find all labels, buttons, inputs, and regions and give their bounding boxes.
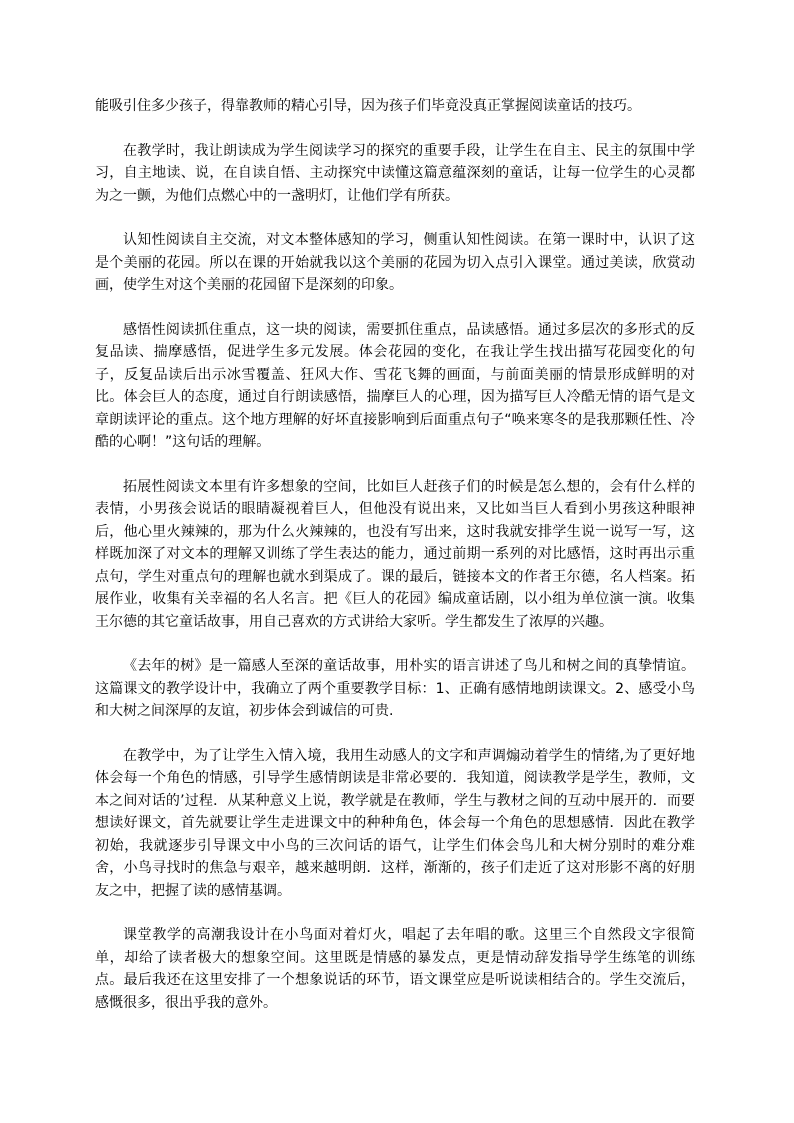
paragraph-extended-reading: 拓展性阅读文本里有许多想象的空间，比如巨人赶孩子们的时候是怎么想的，会有什么样的表情，小男孩会说话的眼睛凝视着巨人，但他没有说出来，又比如当巨人看到小男孩这种眼神后，他心里火辣辣的，那为什么火辣辣的，也没有写出来，这时我就安排学生说一说写一写，这样既加深了对文本的理解又训练了学生表达的能力，通过前期一系列的对比感悟，这时再出示重点句，学生对重点句的理解也就水到渠成了。课的最后，链接本文的作者王尔德，名人档案。拓展作业，收集有关幸福的名人名言。把《巨人的花园》编成童话剧，以小组为单位演一演。收集王尔德的其它童话故事，用自己喜欢的方式讲给大家听。学生都发生了浓厚的兴趣。: [95, 478, 695, 630]
paragraph-classroom-climax: 课堂教学的高潮我设计在小鸟面对着灯火，唱起了去年唱的歌。这里三个自然段文字很简单，却给了读者极大的想象空间。这里既是情感的暴发点，更是情动辞发指导学生练笔的训练点。最后我还在这里安排了一个想象说话的环节，语文课堂应是听说读相结合的。学生交流后，感慨很多，很出乎我的意外。: [95, 927, 695, 1011]
paragraph-continuation: 能吸引住多少孩子，得靠教师的精心引导，因为孩子们毕竟没真正掌握阅读童话的技巧。: [95, 98, 641, 114]
paragraph-teaching-emotion: 在教学中，为了让学生入情入境，我用生动感人的文字和声调煽动着学生的情绪,为了更好地体会每一个角色的情感，引导学生感情朗读是非常必要的．我知道，阅读教学是学生，教师，文本之间对话的’过程．从某种意义上说，教学就是在教师，学生与教材之间的互动中展开的．而要想读好课文，首先就要让学生走进课文中的种种角色，体会每一个角色的思想感情．因此在教学初始，我就逐步引导课文中小鸟的三次问话的语气，让学生们体会鸟儿和大树分别时的难分难舍，小鸟寻找时的焦急与艰辛，越来越明朗．这样，渐渐的，孩子们走近了这对形影不离的好朋友之中，把握了读的感情基调。: [95, 747, 695, 899]
paragraph-reading-method: 在教学时，我让朗读成为学生阅读学习的探究的重要手段，让学生在自主、民主的氛围中学习，自主地读、说，在自读自悟、主动探究中读懂这篇意蕴深刻的童话，让每一位学生的心灵都为之一颤，为他们点燃心中的一盏明灯，让他们学有所获。: [95, 142, 695, 204]
document-body: [95, 95, 695, 1036]
paragraph-perceptive-reading: 感悟性阅读抓住重点，这一块的阅读，需要抓住重点，品读感悟。通过多层次的多形式的反复品读、揣摩感悟，促进学生多元发展。体会花园的变化，在我让学生找出描写花园变化的句子，反复品读后出示冰雪覆盖、狂风大作、雪花飞舞的画面，与前面美丽的情景形成鲜明的对比。体会巨人的态度，通过自行朗读感悟，揣摩巨人的心理，因为描写巨人冷酷无情的语气是文章朗读评论的重点。这个地方理解的好坏直接影响到后面重点句子“唤来寒冬的是我那颗任性、冷酷的心啊！”这句话的理解。: [95, 321, 695, 450]
paragraph-last-years-tree: 《去年的树》是一篇感人至深的童话故事，用朴实的语言讲述了鸟儿和树之间的真挚情谊。这篇课文的教学设计中，我确立了两个重要教学目标：1、正确有感情地朗读课文。2、感受小鸟和大树之间深厚的友谊，初步体会到诚信的可贵.: [95, 658, 695, 719]
paragraph-cognitive-reading: 认知性阅读自主交流，对文本整体感知的学习，侧重认知性阅读。在第一课时中，认识了这是个美丽的花园。所以在课的开始就我以这个美丽的花园为切入点引入课堂。通过美读，欣赏动画，使学生对这个美丽的花园留下是深刻的印象。: [95, 232, 695, 293]
